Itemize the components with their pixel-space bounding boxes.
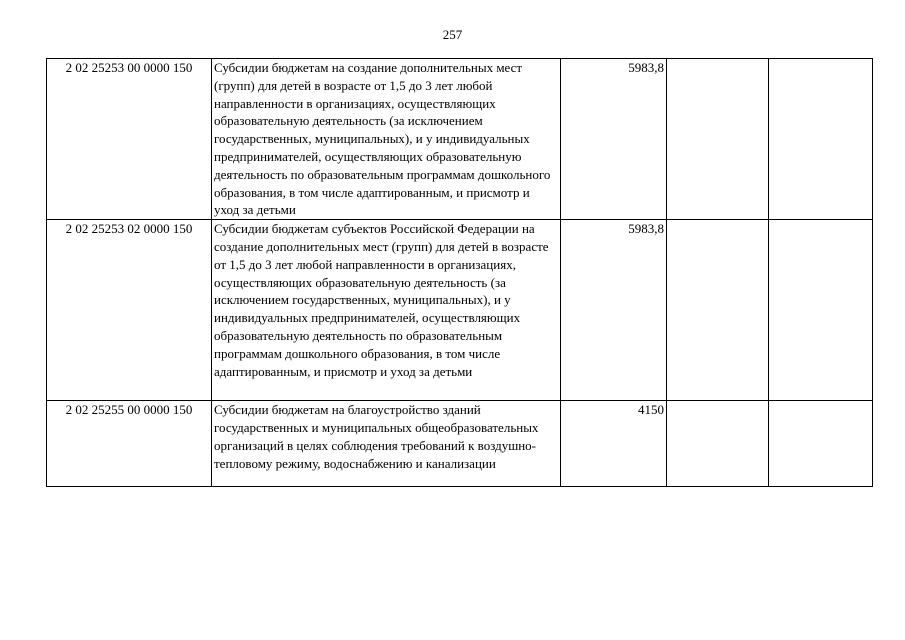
empty-cell (667, 401, 769, 487)
table-row (47, 220, 873, 401)
description-cell: Субсидии бюджетам на создание дополнительных мест (групп) для детей в возрасте от 1,5 до 3 лет любой направленности в организациях, осуществляющих образовательную деятельность (за исключением государственных, муниципальных), и у индивидуальных предпринимателей, осуществляющих образовательную деятельность по образовательным программам дошкольного образования, в том числе адаптированным, и присмотр и уход за детьми (212, 59, 561, 220)
budget-code-cell: 2 02 25253 02 0000 150 (47, 220, 212, 401)
amount-cell: 5983,8 (561, 59, 667, 220)
description-cell: Субсидии бюджетам на благоустройство зданий государственных и муниципальных общеобразовательных организаций в целях соблюдения требований к воздушно-тепловому режиму, водоснабжению и канализации (212, 401, 561, 487)
budget-code-cell: 2 02 25253 00 0000 150 (47, 59, 212, 220)
description-cell: Субсидии бюджетам субъектов Российской Федерации на создание дополнительных мест (групп) для детей в возрасте от 1,5 до 3 лет любой направленности в организациях, осуществляющих образовательную деятельность (за исключением государственных, муниципальных), и у индивидуальных предпринимателей, осуществляющих образовательную деятельность по образовательным программам дошкольного образования, в том числе адаптированным, и присмотр и уход за детьми (212, 220, 561, 401)
budget-code-cell: 2 02 25255 00 0000 150 (47, 401, 212, 487)
page-number: 257 (442, 27, 463, 42)
table-row (47, 401, 873, 487)
empty-cell (769, 59, 873, 220)
empty-cell (667, 59, 769, 220)
empty-cell (667, 220, 769, 401)
amount-cell: 4150 (561, 401, 667, 487)
empty-cell (769, 401, 873, 487)
empty-cell (769, 220, 873, 401)
budget-table (46, 58, 873, 487)
table-row (47, 59, 873, 220)
amount-cell: 5983,8 (561, 220, 667, 401)
